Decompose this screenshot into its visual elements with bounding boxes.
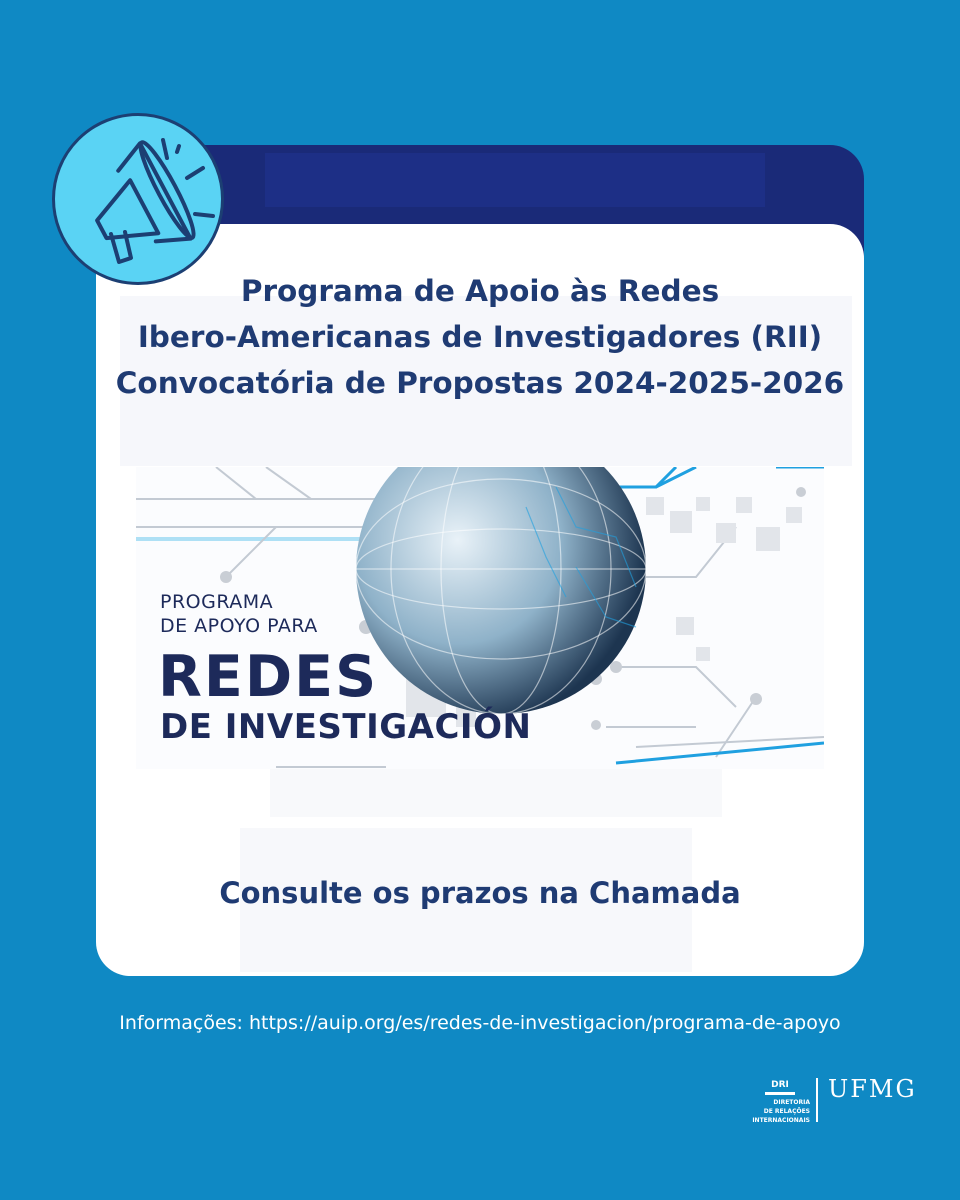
banner-line-investigacion: DE INVESTIGACIÓN: [160, 707, 532, 747]
megaphone-badge: [52, 113, 224, 285]
info-link-text: Informações: https://auip.org/es/redes-de-investigacion/programa-de-apoyo: [119, 1012, 841, 1034]
ufmg-logo: UFMG: [828, 1075, 917, 1103]
card-header-stripe: [265, 153, 765, 207]
title-line-2: Ibero-Americanas de Investigadores (RII): [137, 320, 823, 354]
announcement-title: [96, 268, 864, 406]
banner-line-redes: REDES: [158, 644, 379, 710]
banner-line-de-apoyo: DE APOYO PARA: [160, 615, 318, 637]
deadline-notice: Consulte os prazos na Chamada: [219, 876, 741, 910]
logo-divider: [816, 1078, 818, 1122]
card-footer-band-1: [270, 769, 722, 817]
dri-logo-abbr: DRI: [771, 1080, 789, 1090]
dri-logo: [750, 1080, 810, 1125]
title-line-1: Programa de Apoio às Redes: [240, 274, 720, 308]
dri-logo-bar: [765, 1092, 795, 1095]
network-banner-image: [136, 467, 824, 769]
dri-logo-line-2: DE RELAÇÕES: [763, 1108, 810, 1115]
dri-logo-line-1: DIRETORIA: [773, 1099, 810, 1106]
megaphone-icon: [55, 116, 227, 288]
dri-logo-line-3: INTERNACIONAIS: [752, 1117, 810, 1124]
banner-line-programa: PROGRAMA: [160, 591, 274, 613]
title-line-3: Convocatória de Propostas 2024-2025-2026: [115, 366, 845, 400]
